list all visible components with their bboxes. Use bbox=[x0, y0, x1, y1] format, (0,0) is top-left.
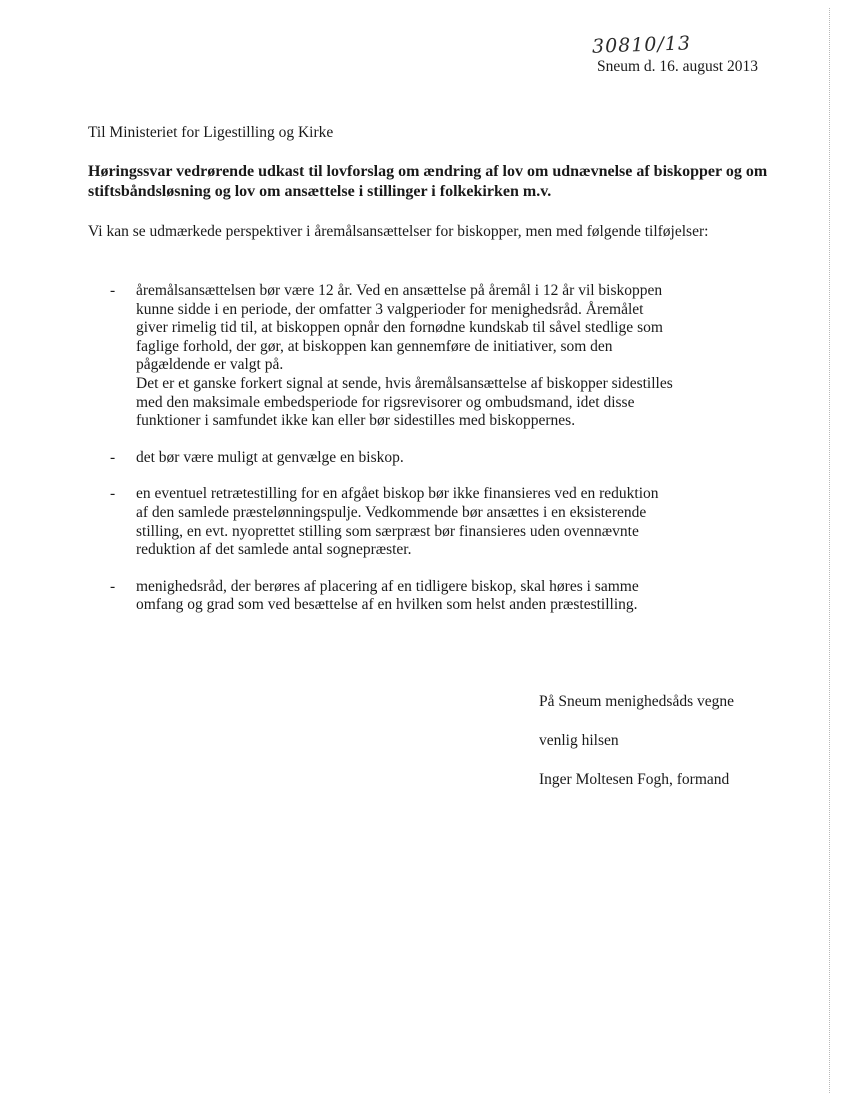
points-list bbox=[88, 282, 768, 633]
list-item bbox=[88, 578, 768, 615]
scan-edge-line bbox=[829, 8, 830, 1093]
list-item bbox=[88, 485, 768, 559]
bullet-text: en eventuel retrætestilling for en afgået biskop bør ikke finansieres ved en reduktion af den samlede præstelønningspulje. Vedkommende bør ansættes i en eksisterende stilling, en evt. nyoprettet stilling som særpræst bør finansieres uden ovennævnte reduktion af det samlede antal sognepræster. bbox=[136, 485, 659, 559]
bullet-dash: - bbox=[110, 485, 116, 503]
subject-heading: Høringssvar vedrørende udkast til lovforslag om ændring af lov om udnævnelse af biskopper og om stiftsbåndsløsning og lov om ansættelse i stillinger i folkekirken m.v. bbox=[88, 163, 768, 200]
handwritten-reference-number: 30810/13 bbox=[591, 32, 692, 58]
signature-block bbox=[539, 692, 779, 809]
list-item bbox=[88, 449, 768, 468]
closing-line: venlig hilsen bbox=[539, 732, 619, 749]
signer-name: Inger Moltesen Fogh, formand bbox=[539, 771, 730, 788]
bullet-text: menighedsråd, der berøres af placering af en tidligere biskop, skal høres i samme omfang og grad som ved besættelse af en hvilken som helst anden præstestilling. bbox=[136, 577, 639, 614]
intro-paragraph: Vi kan se udmærkede perspektiver i åremålsansættelser for biskopper, men med følgende tilføjelser: bbox=[88, 223, 709, 240]
list-item bbox=[88, 282, 768, 431]
bullet-dash: - bbox=[110, 448, 116, 466]
bullet-dash: - bbox=[110, 577, 116, 595]
date-line: Sneum d. 16. august 2013 bbox=[596, 58, 758, 75]
bullet-text: det bør være muligt at genvælge en biskop. bbox=[136, 448, 404, 466]
bullet-text: åremålsansættelsen bør være 12 år. Ved en ansættelse på åremål i 12 år vil biskoppen kunne sidde i en periode, der omfatter 3 valgperioder for menighedsråd. Åremålet giver rimelig tid til, at biskoppen opnår den fornødne kundskab til såvel stedlige som faglige forhold, der gør, at biskoppen kan gennemføre de initiativer, som den pågældende er valgt på. Det er et ganske forkert signal at sende, hvis åremålsansættelse af biskopper sidestilles med den maksimale embedsperiode for rigsrevisorer og ombudsmand, idet disse funktioner i samfundet ikke kan eller bør sidestilles med biskoppernes. bbox=[136, 282, 673, 430]
on-behalf-line: På Sneum menighedsåds vegne bbox=[539, 693, 735, 710]
bullet-dash: - bbox=[110, 282, 116, 299]
recipient-line: Til Ministeriet for Ligestilling og Kirke bbox=[88, 124, 334, 141]
